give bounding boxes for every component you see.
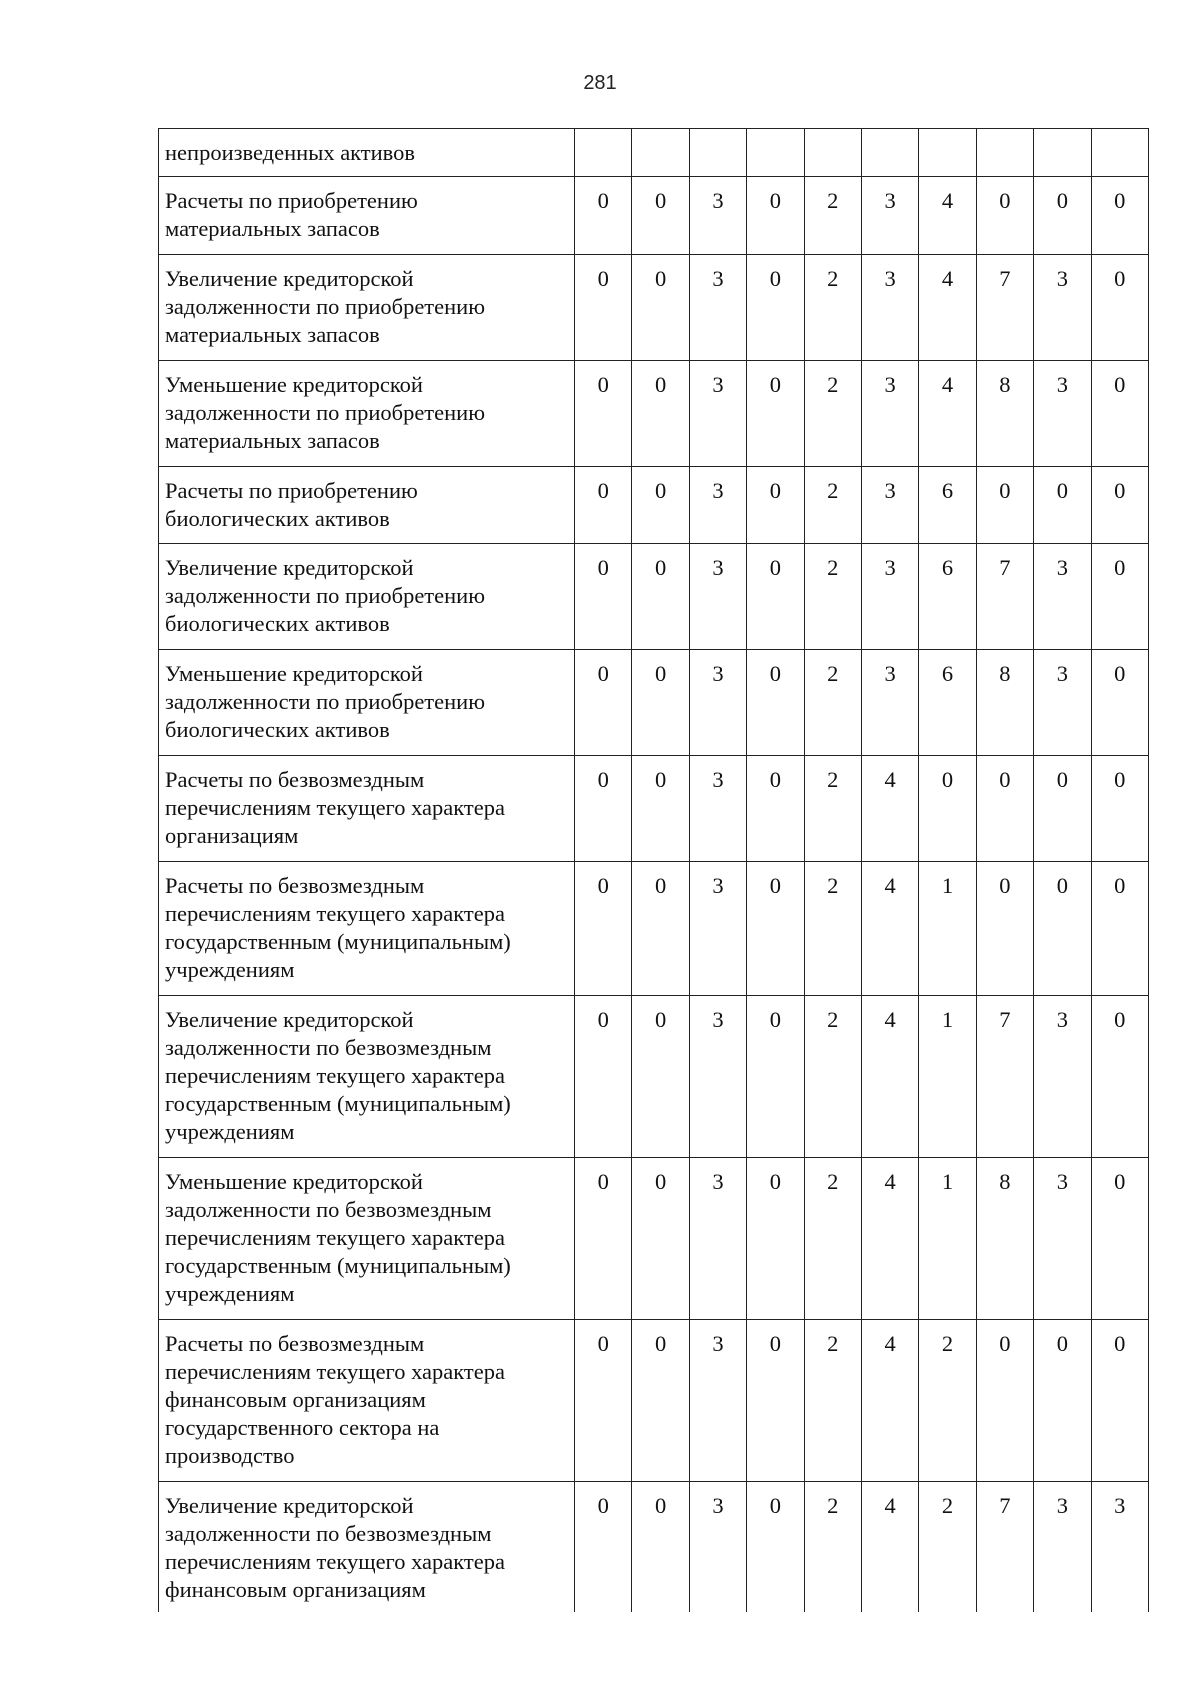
code-digit-cell: 2 bbox=[804, 996, 861, 1158]
code-digit-cell: 6 bbox=[919, 467, 976, 544]
code-digit-cell: 0 bbox=[575, 177, 632, 255]
account-name-line: государственным (муниципальным) bbox=[165, 1091, 511, 1116]
account-name-line: биологических активов bbox=[165, 611, 390, 636]
code-digit-cell: 0 bbox=[632, 862, 689, 996]
account-name-line: перечислениям текущего характера bbox=[165, 901, 505, 926]
code-digit-cell: 0 bbox=[632, 177, 689, 255]
code-digit-cell: 3 bbox=[861, 255, 918, 361]
table-row bbox=[159, 255, 1149, 361]
code-digit-cell: 4 bbox=[861, 1482, 918, 1612]
account-name-cell bbox=[159, 1482, 575, 1612]
code-digit-cell: 0 bbox=[1034, 1320, 1091, 1482]
account-name-line: Расчеты по безвозмездным bbox=[165, 873, 425, 898]
account-name-line: перечислениям текущего характера bbox=[165, 1359, 505, 1384]
code-digit-cell: 2 bbox=[919, 1482, 976, 1612]
account-name-cell bbox=[159, 544, 575, 650]
code-digit-cell: 4 bbox=[919, 177, 976, 255]
code-digit-cell: 0 bbox=[1034, 467, 1091, 544]
account-name-line: задолженности по безвозмездным bbox=[165, 1035, 492, 1060]
code-digit-cell: 0 bbox=[1034, 177, 1091, 255]
code-digit-cell: 3 bbox=[861, 177, 918, 255]
account-name-line: Уменьшение кредиторской bbox=[165, 372, 423, 397]
code-digit-cell: 0 bbox=[575, 1320, 632, 1482]
account-name-line: финансовым организациям bbox=[165, 1577, 426, 1602]
table-body bbox=[159, 129, 1149, 1612]
table-row bbox=[159, 129, 1149, 177]
code-digit-cell: 3 bbox=[689, 177, 746, 255]
code-digit-cell: 0 bbox=[575, 996, 632, 1158]
code-digit-cell: 0 bbox=[747, 1158, 804, 1320]
code-digit-cell: 3 bbox=[1034, 1482, 1091, 1612]
account-name-cell bbox=[159, 650, 575, 756]
code-digit-cell: 0 bbox=[747, 177, 804, 255]
account-name-cell bbox=[159, 255, 575, 361]
code-digit-cell: 0 bbox=[1091, 361, 1148, 467]
code-digit-cell: 0 bbox=[632, 650, 689, 756]
code-digit-cell: 3 bbox=[861, 544, 918, 650]
code-digit-cell bbox=[747, 129, 804, 177]
account-name-line: непроизведенных активов bbox=[165, 140, 416, 165]
account-name-line: организациям bbox=[165, 823, 299, 848]
account-name-line: перечислениям текущего характера bbox=[165, 1063, 505, 1088]
code-digit-cell: 3 bbox=[689, 862, 746, 996]
table-row bbox=[159, 756, 1149, 862]
table-row bbox=[159, 177, 1149, 255]
account-name-line: учреждениям bbox=[165, 1119, 295, 1144]
code-digit-cell: 0 bbox=[632, 467, 689, 544]
code-digit-cell: 6 bbox=[919, 544, 976, 650]
account-name-line: задолженности по приобретению bbox=[165, 400, 486, 425]
code-digit-cell: 0 bbox=[632, 1320, 689, 1482]
account-name-line: Увеличение кредиторской bbox=[165, 1007, 414, 1032]
code-digit-cell bbox=[689, 129, 746, 177]
code-digit-cell: 3 bbox=[1091, 1482, 1148, 1612]
table-row bbox=[159, 1482, 1149, 1612]
account-name-line: задолженности по приобретению bbox=[165, 689, 486, 714]
table-row bbox=[159, 361, 1149, 467]
code-digit-cell: 3 bbox=[1034, 361, 1091, 467]
code-digit-cell: 0 bbox=[575, 756, 632, 862]
code-digit-cell: 0 bbox=[632, 1158, 689, 1320]
code-digit-cell: 2 bbox=[804, 1320, 861, 1482]
code-digit-cell: 0 bbox=[632, 544, 689, 650]
account-name-cell bbox=[159, 177, 575, 255]
code-digit-cell: 3 bbox=[689, 544, 746, 650]
account-name-line: финансовым организациям bbox=[165, 1387, 426, 1412]
table-row bbox=[159, 650, 1149, 756]
code-digit-cell bbox=[575, 129, 632, 177]
account-name-cell bbox=[159, 129, 575, 177]
code-digit-cell: 4 bbox=[919, 361, 976, 467]
code-digit-cell: 0 bbox=[976, 862, 1033, 996]
account-name-line: Уменьшение кредиторской bbox=[165, 661, 423, 686]
code-digit-cell: 3 bbox=[689, 1320, 746, 1482]
table-row bbox=[159, 996, 1149, 1158]
account-name-line: перечислениям текущего характера bbox=[165, 1225, 505, 1250]
code-digit-cell bbox=[976, 129, 1033, 177]
code-digit-cell: 0 bbox=[575, 544, 632, 650]
code-digit-cell: 1 bbox=[919, 996, 976, 1158]
code-digit-cell: 3 bbox=[689, 1482, 746, 1612]
code-digit-cell: 4 bbox=[861, 756, 918, 862]
code-digit-cell: 3 bbox=[1034, 544, 1091, 650]
code-digit-cell: 0 bbox=[1091, 467, 1148, 544]
code-digit-cell: 3 bbox=[1034, 1158, 1091, 1320]
code-digit-cell: 2 bbox=[804, 467, 861, 544]
code-digit-cell: 2 bbox=[919, 1320, 976, 1482]
account-name-line: перечислениям текущего характера bbox=[165, 1549, 505, 1574]
code-digit-cell: 0 bbox=[976, 467, 1033, 544]
code-digit-cell: 0 bbox=[632, 996, 689, 1158]
code-digit-cell: 2 bbox=[804, 255, 861, 361]
account-name-line: задолженности по приобретению bbox=[165, 294, 486, 319]
code-digit-cell: 0 bbox=[1091, 650, 1148, 756]
account-name-cell bbox=[159, 862, 575, 996]
code-digit-cell: 3 bbox=[689, 467, 746, 544]
code-digit-cell: 0 bbox=[632, 1482, 689, 1612]
code-digit-cell: 0 bbox=[632, 756, 689, 862]
code-digit-cell: 3 bbox=[689, 361, 746, 467]
code-digit-cell: 1 bbox=[919, 1158, 976, 1320]
code-digit-cell: 0 bbox=[575, 467, 632, 544]
code-digit-cell bbox=[1091, 129, 1148, 177]
code-digit-cell: 3 bbox=[1034, 255, 1091, 361]
code-digit-cell: 0 bbox=[976, 1320, 1033, 1482]
table-row bbox=[159, 544, 1149, 650]
code-digit-cell: 0 bbox=[1034, 862, 1091, 996]
account-name-line: материальных запасов bbox=[165, 428, 380, 453]
account-name-line: производство bbox=[165, 1443, 295, 1468]
account-name-line: перечислениям текущего характера bbox=[165, 795, 505, 820]
account-name-cell bbox=[159, 756, 575, 862]
account-name-line: Расчеты по приобретению bbox=[165, 478, 418, 503]
account-name-line: Увеличение кредиторской bbox=[165, 266, 414, 291]
code-digit-cell: 2 bbox=[804, 361, 861, 467]
code-digit-cell: 0 bbox=[1091, 177, 1148, 255]
code-digit-cell: 4 bbox=[919, 255, 976, 361]
code-digit-cell: 0 bbox=[747, 467, 804, 544]
table-row bbox=[159, 1158, 1149, 1320]
code-digit-cell: 7 bbox=[976, 544, 1033, 650]
code-digit-cell: 0 bbox=[575, 1158, 632, 1320]
code-digit-cell: 0 bbox=[632, 255, 689, 361]
code-digit-cell: 0 bbox=[1034, 756, 1091, 862]
account-codes-table bbox=[158, 128, 1149, 1612]
code-digit-cell bbox=[804, 129, 861, 177]
code-digit-cell: 2 bbox=[804, 862, 861, 996]
account-name-line: Расчеты по приобретению bbox=[165, 188, 418, 213]
code-digit-cell: 4 bbox=[861, 1320, 918, 1482]
account-name-line: государственным (муниципальным) bbox=[165, 929, 511, 954]
account-name-line: задолженности по приобретению bbox=[165, 583, 486, 608]
account-name-cell bbox=[159, 1158, 575, 1320]
code-digit-cell: 0 bbox=[1091, 756, 1148, 862]
code-digit-cell: 7 bbox=[976, 255, 1033, 361]
code-digit-cell: 3 bbox=[861, 650, 918, 756]
account-name-line: материальных запасов bbox=[165, 216, 380, 241]
code-digit-cell: 2 bbox=[804, 756, 861, 862]
code-digit-cell: 0 bbox=[747, 361, 804, 467]
account-name-line: материальных запасов bbox=[165, 322, 380, 347]
table-row bbox=[159, 862, 1149, 996]
code-digit-cell: 3 bbox=[861, 467, 918, 544]
code-digit-cell: 0 bbox=[976, 177, 1033, 255]
code-digit-cell: 0 bbox=[575, 862, 632, 996]
account-name-cell bbox=[159, 996, 575, 1158]
code-digit-cell: 8 bbox=[976, 1158, 1033, 1320]
code-digit-cell: 0 bbox=[575, 255, 632, 361]
account-name-line: Уменьшение кредиторской bbox=[165, 1169, 423, 1194]
code-digit-cell: 0 bbox=[1091, 255, 1148, 361]
code-digit-cell: 0 bbox=[1091, 544, 1148, 650]
account-name-line: биологических активов bbox=[165, 717, 390, 742]
code-digit-cell: 2 bbox=[804, 1482, 861, 1612]
code-digit-cell: 0 bbox=[575, 1482, 632, 1612]
code-digit-cell: 0 bbox=[747, 650, 804, 756]
account-name-cell bbox=[159, 467, 575, 544]
code-digit-cell bbox=[919, 129, 976, 177]
code-digit-cell bbox=[861, 129, 918, 177]
table-row bbox=[159, 1320, 1149, 1482]
code-digit-cell: 7 bbox=[976, 1482, 1033, 1612]
code-digit-cell: 4 bbox=[861, 1158, 918, 1320]
account-name-line: государственного сектора на bbox=[165, 1415, 440, 1440]
code-digit-cell: 3 bbox=[689, 996, 746, 1158]
table-row bbox=[159, 467, 1149, 544]
code-digit-cell: 3 bbox=[689, 255, 746, 361]
code-digit-cell: 2 bbox=[804, 544, 861, 650]
code-digit-cell: 0 bbox=[747, 1320, 804, 1482]
account-name-line: учреждениям bbox=[165, 957, 295, 982]
code-digit-cell: 3 bbox=[689, 756, 746, 862]
code-digit-cell bbox=[1034, 129, 1091, 177]
code-digit-cell: 0 bbox=[747, 1482, 804, 1612]
account-name-line: Увеличение кредиторской bbox=[165, 555, 414, 580]
code-digit-cell: 0 bbox=[919, 756, 976, 862]
code-digit-cell: 3 bbox=[1034, 996, 1091, 1158]
code-digit-cell: 0 bbox=[632, 361, 689, 467]
code-digit-cell: 0 bbox=[575, 361, 632, 467]
page-number: 281 bbox=[583, 72, 617, 94]
code-digit-cell: 0 bbox=[976, 756, 1033, 862]
code-digit-cell: 8 bbox=[976, 361, 1033, 467]
account-name-line: биологических активов bbox=[165, 506, 390, 531]
code-digit-cell: 0 bbox=[747, 544, 804, 650]
code-digit-cell: 0 bbox=[747, 756, 804, 862]
code-digit-cell: 0 bbox=[747, 996, 804, 1158]
code-digit-cell: 0 bbox=[1091, 862, 1148, 996]
code-digit-cell: 0 bbox=[1091, 996, 1148, 1158]
account-name-line: государственным (муниципальным) bbox=[165, 1253, 511, 1278]
account-name-line: Расчеты по безвозмездным bbox=[165, 1331, 425, 1356]
code-digit-cell: 3 bbox=[689, 650, 746, 756]
code-digit-cell: 0 bbox=[747, 255, 804, 361]
code-digit-cell: 0 bbox=[575, 650, 632, 756]
code-digit-cell: 7 bbox=[976, 996, 1033, 1158]
code-digit-cell: 0 bbox=[1091, 1158, 1148, 1320]
account-name-line: Увеличение кредиторской bbox=[165, 1493, 414, 1518]
account-name-line: Расчеты по безвозмездным bbox=[165, 767, 425, 792]
code-digit-cell: 3 bbox=[1034, 650, 1091, 756]
account-name-cell bbox=[159, 361, 575, 467]
code-digit-cell: 2 bbox=[804, 650, 861, 756]
code-digit-cell: 1 bbox=[919, 862, 976, 996]
code-digit-cell: 6 bbox=[919, 650, 976, 756]
code-digit-cell: 0 bbox=[1091, 1320, 1148, 1482]
account-name-line: задолженности по безвозмездным bbox=[165, 1521, 492, 1546]
code-digit-cell: 4 bbox=[861, 862, 918, 996]
code-digit-cell: 3 bbox=[689, 1158, 746, 1320]
code-digit-cell: 0 bbox=[747, 862, 804, 996]
code-digit-cell bbox=[632, 129, 689, 177]
account-name-cell bbox=[159, 1320, 575, 1482]
code-digit-cell: 2 bbox=[804, 177, 861, 255]
code-digit-cell: 3 bbox=[861, 361, 918, 467]
account-name-line: задолженности по безвозмездным bbox=[165, 1197, 492, 1222]
code-digit-cell: 8 bbox=[976, 650, 1033, 756]
account-name-line: учреждениям bbox=[165, 1281, 295, 1306]
code-digit-cell: 2 bbox=[804, 1158, 861, 1320]
code-digit-cell: 4 bbox=[861, 996, 918, 1158]
